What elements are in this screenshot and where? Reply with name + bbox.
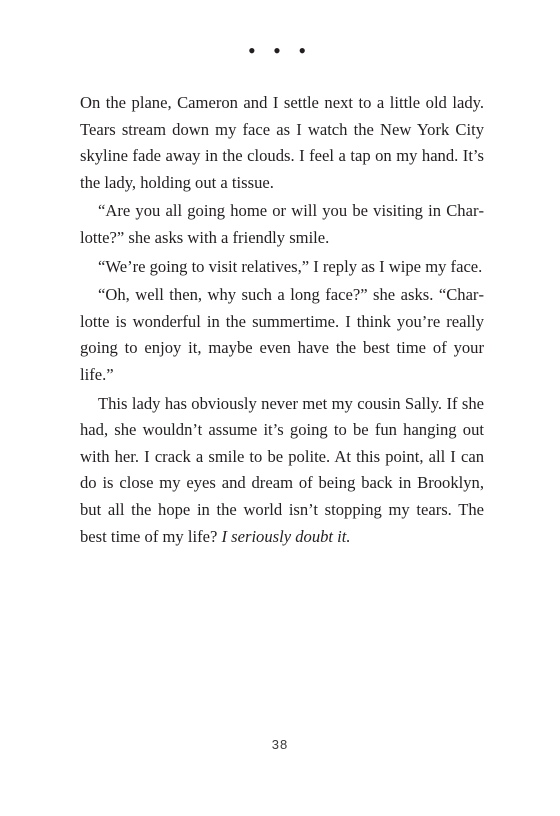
body-text xyxy=(80,90,484,550)
paragraph-5 xyxy=(80,391,484,551)
paragraph-5-text: This lady has obviously never met my cousin Sally. If she had, she wouldn’t assume it’s going to be fun hanging out with her. I crack a smile to be polite. At this point, all I can do is close my eyes and dream of being back in Brooklyn, but all the hope in the world isn’t stopping my tears. The best time of my life? xyxy=(80,393,484,546)
paragraph-3: “We’re going to visit relatives,” I reply as I wipe my face. xyxy=(98,256,483,276)
paragraph-1: On the plane, Cameron and I settle next to a little old lady. Tears stream down my face as I watch the New York City skyline fade away in the clouds. I feel a tap on my hand. It’s the lady, holding out a tissue. xyxy=(80,93,484,192)
paragraph-4: “Oh, well then, why such a long face?” she asks. “Charlotte is wonderful in the summertime. I think you’re really going to enjoy it, maybe even have the best time of your life.” xyxy=(80,285,484,384)
section-break-ornament: • • • xyxy=(247,38,313,63)
page-number: 38 xyxy=(271,737,289,752)
paragraph-2: “Are you all going home or will you be visiting in Charlotte?” she asks with a friendly smile. xyxy=(80,201,484,247)
italic-closing-thought: I seriously doubt it. xyxy=(221,526,351,546)
